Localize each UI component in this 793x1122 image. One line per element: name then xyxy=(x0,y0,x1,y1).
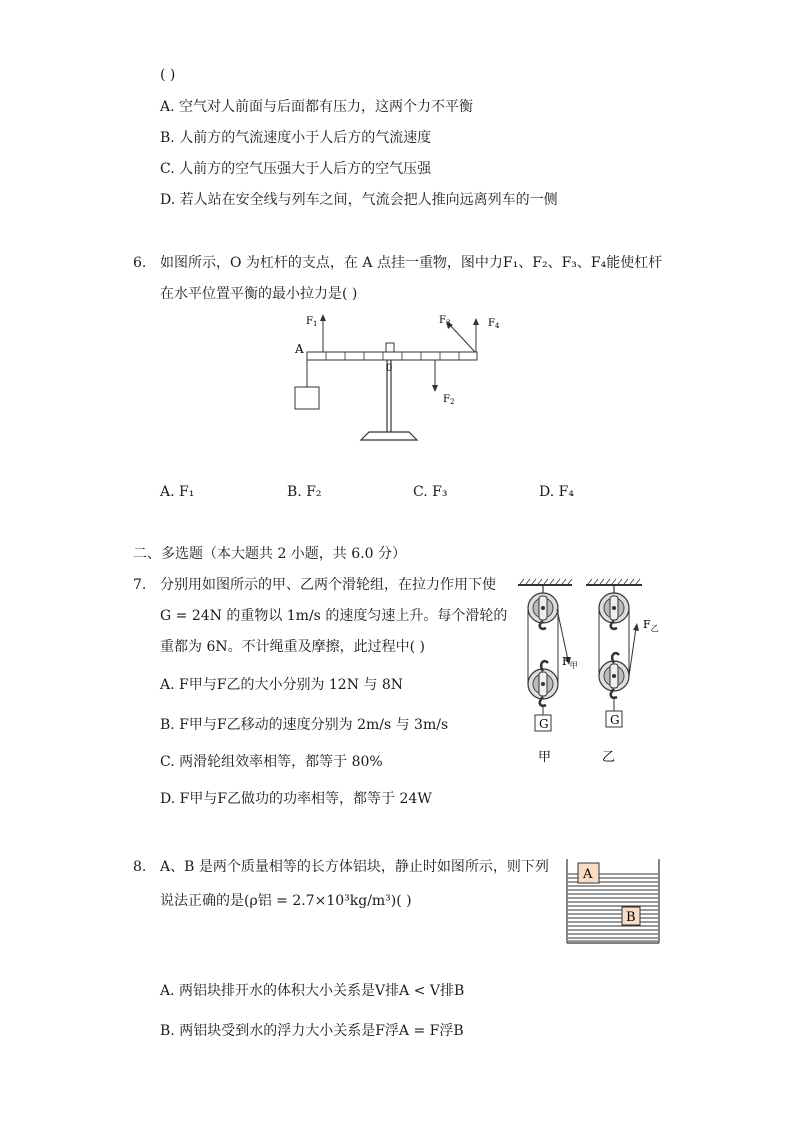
weight-g-yi: G xyxy=(610,713,620,727)
label-f3: $F_3$ xyxy=(439,315,451,327)
lever-figure xyxy=(285,308,510,448)
q6-stem-line1: 如图所示，O 为杠杆的支点，在 A 点挂一重物，图中力F₁、F₂、F₃、F₄能使杠杆 xyxy=(160,255,663,271)
q7-option-d: D. F甲与F乙做功的功率相等，都等于 24W xyxy=(160,791,432,807)
q6-option-a: A. F₁ xyxy=(160,484,195,500)
label-a: A xyxy=(295,342,304,356)
label-f2: $F_2$ xyxy=(443,394,455,406)
label-o: 0 xyxy=(386,363,393,374)
q8-option-b: B. 两铝块受到水的浮力大小关系是F浮A = F浮B xyxy=(160,1023,464,1039)
aluminum-blocks-figure xyxy=(562,855,664,949)
q7-stem-line1: 分别用如图所示的甲、乙两个滑轮组，在拉力作用下使 xyxy=(160,577,496,593)
q6-number: 6. xyxy=(133,255,147,271)
weight-g-jia: G xyxy=(539,717,549,731)
label-f-yi: $F_乙$ xyxy=(643,618,659,633)
q5-option-d: D. 若人站在安全线与列车之间，气流会把人推向远离列车的一侧 xyxy=(160,192,558,208)
pulley-figure xyxy=(510,578,670,768)
q8-option-a: A. 两铝块排开水的体积大小关系是V排A < V排B xyxy=(160,983,465,999)
label-f1: $F_1$ xyxy=(306,316,318,328)
q6-option-b: B. F₂ xyxy=(287,484,322,500)
q6-stem-line2: 在水平位置平衡的最小拉力是( ) xyxy=(160,286,358,302)
q5-option-b: B. 人前方的气流速度小于人后方的气流速度 xyxy=(160,130,432,146)
block-a-label: A xyxy=(583,867,593,882)
q5-option-c: C. 人前方的空气压强大于人后方的空气压强 xyxy=(160,161,432,177)
q7-number: 7. xyxy=(133,577,147,593)
q6-option-c: C. F₃ xyxy=(413,484,448,500)
q5-paren: ( ) xyxy=(160,67,176,83)
q8-stem-line2: 说法正确的是(ρ铝 = 2.7×10³kg/m³)( ) xyxy=(160,893,412,909)
label-jia: 甲 xyxy=(538,750,552,765)
label-f4: $F_4$ xyxy=(488,318,500,330)
section-header-multi-choice: 二、多选题（本大题共 2 小题，共 6.0 分） xyxy=(133,546,406,562)
q7-option-c: C. 两滑轮组效率相等，都等于 80% xyxy=(160,754,383,770)
q7-option-b: B. F甲与F乙移动的速度分别为 2m/s 与 3m/s xyxy=(160,717,449,733)
q7-option-a: A. F甲与F乙的大小分别为 12N 与 8N xyxy=(160,677,404,693)
label-f-jia: $F_甲$ xyxy=(562,655,578,670)
q8-stem-line1: A、B 是两个质量相等的长方体铝块，静止时如图所示，则下列 xyxy=(160,859,549,875)
q7-stem-line3: 重都为 6N。不计绳重及摩擦，此过程中( ) xyxy=(160,639,425,655)
q6-option-d: D. F₄ xyxy=(539,484,574,500)
q7-stem-line2: G = 24N 的重物以 1m/s 的速度匀速上升。每个滑轮的 xyxy=(160,608,508,624)
q5-option-a: A. 空气对人前面与后面都有压力，这两个力不平衡 xyxy=(160,99,474,115)
q8-number: 8. xyxy=(133,859,147,875)
block-b-label: B xyxy=(626,910,636,925)
label-yi: 乙 xyxy=(602,750,616,765)
